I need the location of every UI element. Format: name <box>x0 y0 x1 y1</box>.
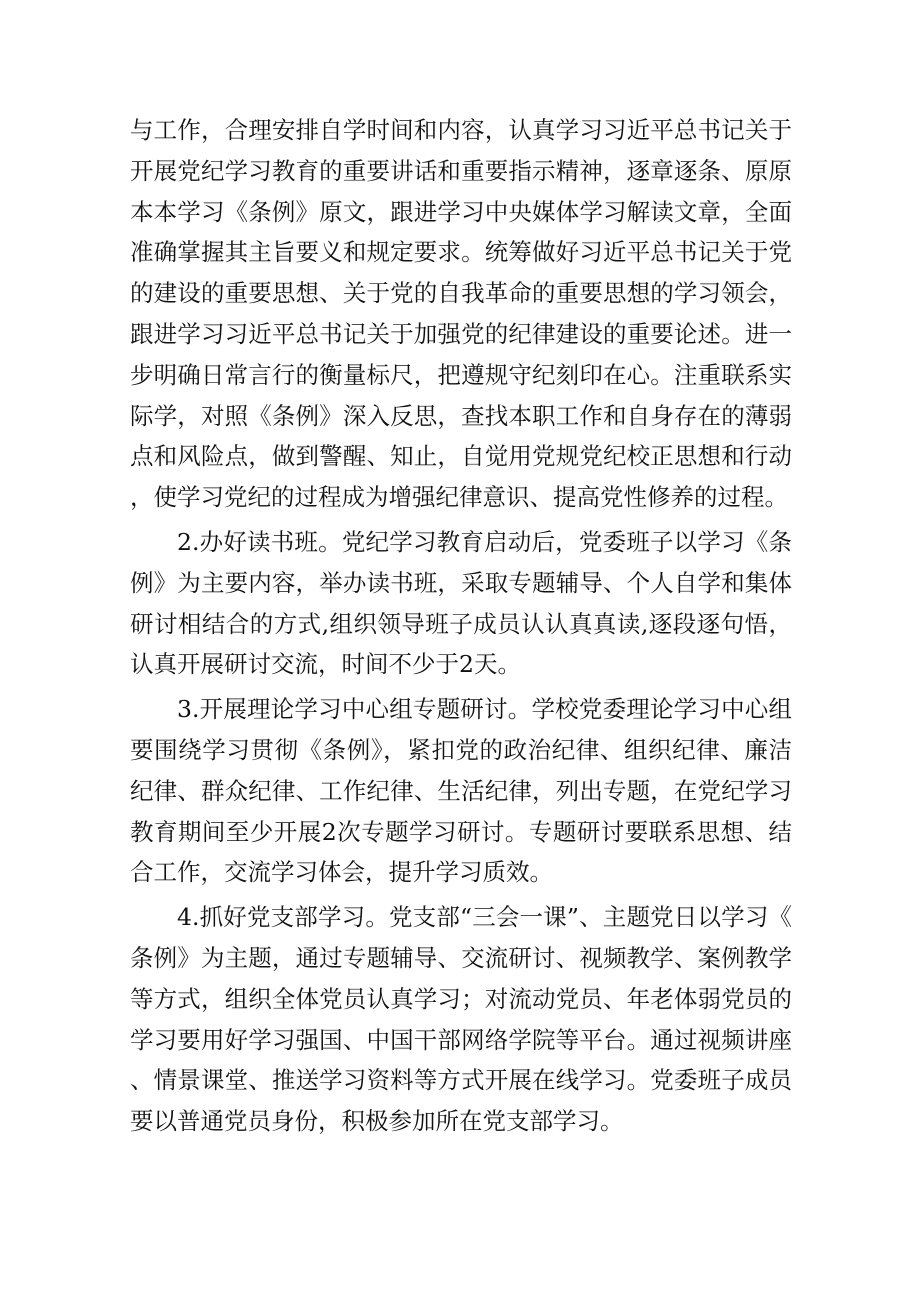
paragraph-item-2-reading-class: 2.办好读书班。党纪学习教育启动后，党委班子以学习《条例》为主要内容，举办读书班，采取专题辅导、个人自学和集体研讨相结合的方式,组织领导班子成员认认真真读,逐段逐句悟，认真开展研讨交流，时间不少于2天。 <box>130 527 792 679</box>
paragraph-item-3-theory-study-group: 3.开展理论学习中心组专题研讨。学校党委理论学习中心组要围绕学习贯彻《条例》，紧扣党的政治纪律、组织纪律、廉洁纪律、群众纪律、工作纪律、生活纪律，列出专题，在党纪学习教育期间至少开展2次专题学习研讨。专题研讨要联系思想、结合工作，交流学习体会，提升学习质效。 <box>130 695 792 887</box>
paragraph-continuation: 与工作，合理安排自学时间和内容，认真学习习近平总书记关于开展党纪学习教育的重要讲话和重要指示精神，逐章逐条、原原本本学习《条例》原文，跟进学习中央媒体学习解读文章，全面准确掌握其主旨要义和规定要求。统筹做好习近平总书记关于党的建设的重要思想、关于党的自我革命的重要思想的学习领会，跟进学习习近平总书记关于加强党的纪律建设的重要论述。进一步明确日常言行的衡量标尺，把遵规守纪刻印在心。注重联系实际学，对照《条例》深入反思，查找本职工作和自身存在的薄弱点和风险点，做到警醒、知止，自觉用党规党纪校正思想和行动，使学习党纪的过程成为增强纪律意识、提高党性修养的过程。 <box>130 116 792 512</box>
paragraph-item-4-party-branch-study: 4.抓好党支部学习。党支部“三会一课”、主题党日以学习《条例》为主题，通过专题辅导、交流研讨、视频教学、案例教学等方式，组织全体党员认真学习；对流动党员、年老体弱党员的学习要用好学习强国、中国干部网络学院等平台。通过视频讲座、情景课堂、推送学习资料等方式开展在线学习。党委班子成员要以普通党员身份，积极参加所在党支部学习。 <box>130 903 792 1136</box>
document-body <box>130 110 792 1142</box>
